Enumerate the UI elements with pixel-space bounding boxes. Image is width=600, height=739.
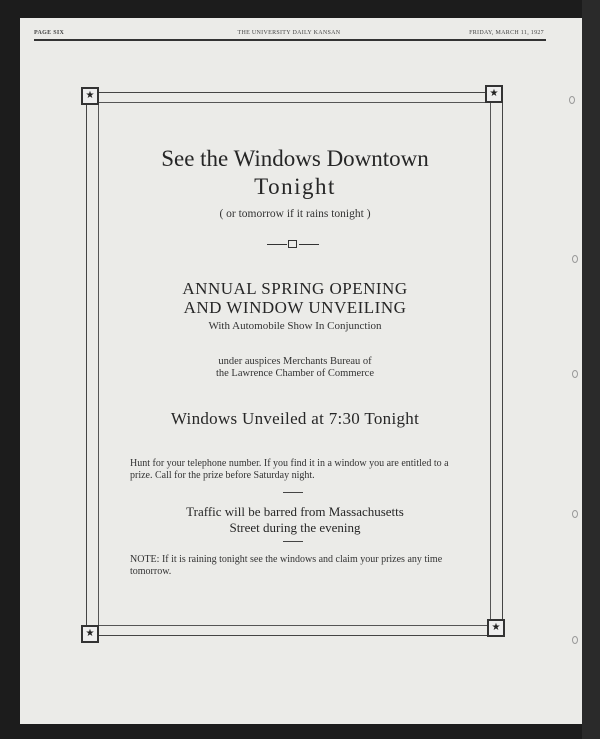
scan-mark: [572, 636, 578, 644]
divider-rule: [283, 492, 303, 493]
scan-mark: [572, 370, 578, 378]
headline-line1: See the Windows Downtown: [161, 146, 429, 171]
rain-note: ( or tomorrow if it rains tonight ): [219, 208, 371, 220]
masthead: [34, 30, 544, 39]
divider-rule: [283, 541, 303, 542]
auspices-line2: the Lawrence Chamber of Commerce: [215, 368, 374, 379]
scan-edge: [582, 0, 600, 739]
note-paragraph: NOTE: If it is raining tonight see the windows and claim your prizes any time tomorrow.: [130, 554, 443, 577]
ornament-icon: [267, 240, 319, 250]
event-subtitle: With Automobile Show In Conjunction: [208, 320, 382, 332]
traffic-line2: Street during the evening: [229, 520, 361, 535]
star-icon: ★: [81, 87, 99, 105]
event-title-line1: ANNUAL SPRING OPENING: [182, 279, 408, 298]
masthead-rule: [34, 39, 546, 41]
scan-mark: [569, 96, 575, 104]
headline-line2: Tonight: [254, 174, 336, 199]
paper-name: THE UNIVERSITY DAILY KANSAN: [237, 30, 341, 36]
star-icon: ★: [81, 625, 99, 643]
event-title-line2: AND WINDOW UNVEILING: [183, 298, 407, 317]
issue-date: FRIDAY, MARCH 11, 1927: [469, 30, 544, 36]
star-icon: ★: [485, 85, 503, 103]
hunt-paragraph: Hunt for your telephone number. If you find it in a window you are entitled to a prize. Call for the prize before Saturday night.: [130, 458, 449, 481]
unveil-time: Windows Unveiled at 7:30 Tonight: [170, 409, 420, 428]
traffic-line1: Traffic will be barred from Massachusetts: [186, 504, 404, 519]
star-icon: ★: [487, 619, 505, 637]
scan-mark: [572, 510, 578, 518]
page-label: PAGE SIX: [34, 30, 65, 36]
scan-mark: [572, 255, 578, 263]
auspices-line1: under auspices Merchants Bureau of: [218, 356, 372, 367]
